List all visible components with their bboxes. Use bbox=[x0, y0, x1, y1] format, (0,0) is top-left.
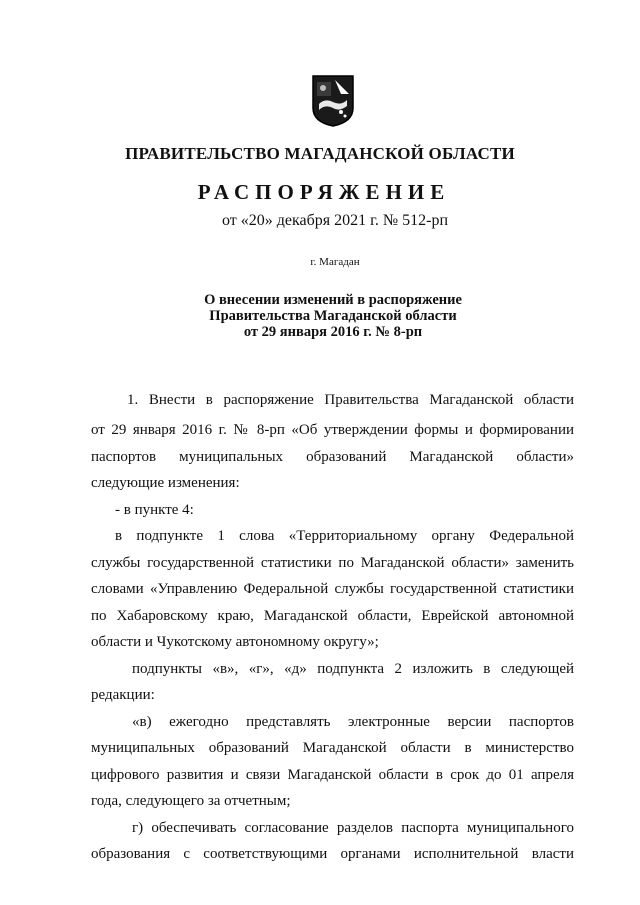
body-line: службы государственной статистики по Магаданской области» заменить bbox=[91, 555, 574, 571]
body-line: словами «Управлению Федеральной службы государственной статистики bbox=[91, 581, 574, 597]
document-city: г. Магадан bbox=[310, 256, 360, 268]
body-line: паспортов муниципальных образований Магаданской области» bbox=[91, 449, 574, 465]
body-line: муниципальных образований Магаданской области в министерство bbox=[91, 740, 574, 756]
body-line: следующие изменения: bbox=[91, 475, 240, 491]
body-line: от 29 января 2016 г. № 8-рп «Об утверждении формы и формировании bbox=[91, 422, 574, 438]
coat-of-arms-icon bbox=[311, 74, 355, 128]
subject-line: Правительства Магаданской области bbox=[209, 308, 457, 324]
document-subject bbox=[0, 292, 640, 340]
body-line: образования с соответствующими органами исполнительной власти bbox=[91, 846, 574, 862]
subject-line: О внесении изменений в распоряжение bbox=[204, 292, 462, 308]
body-line: подпункты «в», «г», «д» подпункта 2 изложить в следующей bbox=[132, 661, 574, 677]
body-line: года, следующего за отчетным; bbox=[91, 793, 291, 809]
body-line: - в пункте 4: bbox=[115, 502, 194, 518]
body-line: 1. Внести в распоряжение Правительства Магаданской области bbox=[127, 392, 574, 408]
subject-line: от 29 января 2016 г. № 8-рп bbox=[243, 324, 423, 340]
body-line: редакции: bbox=[91, 687, 155, 703]
body-line: цифрового развития и связи Магаданской области в срок до 01 апреля bbox=[91, 767, 574, 783]
body-line: в подпункте 1 слова «Территориальному органу Федеральной bbox=[115, 528, 574, 544]
government-title: ПРАВИТЕЛЬСТВО МАГАДАНСКОЙ ОБЛАСТИ bbox=[125, 144, 515, 163]
body-line: «в) ежегодно представлять электронные версии паспортов bbox=[132, 714, 574, 730]
body-line: по Хабаровскому краю, Магаданской области, Еврейской автономной bbox=[91, 608, 574, 624]
document-type: РАСПОРЯЖЕНИЕ bbox=[197, 180, 451, 204]
body-line: области и Чукотскому автономному округу»; bbox=[91, 634, 379, 650]
document-date: от «20» декабря 2021 г. № 512-рп bbox=[221, 212, 449, 229]
body-line: г) обеспечивать согласование разделов паспорта муниципального bbox=[132, 820, 574, 836]
